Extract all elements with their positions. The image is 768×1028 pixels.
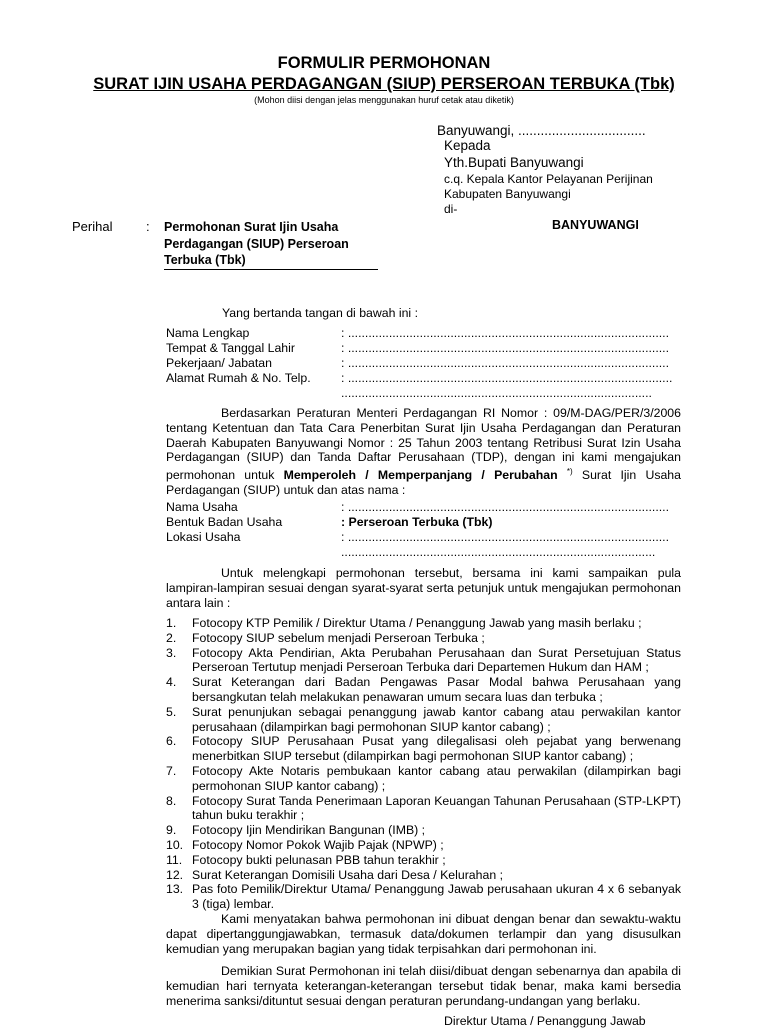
- list-item: [166, 823, 681, 838]
- perihal-line-1: Permohonan Surat Ijin Usaha: [164, 220, 339, 234]
- list-item-number: 7.: [166, 763, 177, 778]
- recipient-bupati: Yth.Bupati Banyuwangi: [444, 155, 584, 170]
- basis-options: Memperoleh / Memperpanjang / Perubahan: [283, 468, 558, 483]
- field-label-business-name: Nama Usaha: [166, 500, 238, 514]
- list-item: [166, 882, 681, 912]
- basis-text-2: Surat Ijin Usaha Perdagangan (SIUP) untuk dan atas nama :: [166, 468, 681, 498]
- field-value-address-2[interactable]: ...........................................................................................: [341, 386, 652, 400]
- basis-footnote-mark: *): [566, 467, 573, 477]
- perihal-underline: [164, 269, 378, 270]
- place-date-line: Banyuwangi, ..................................: [437, 123, 646, 138]
- list-item-text: Fotocopy Ijin Mendirikan Bangunan (IMB) ;: [192, 823, 426, 838]
- perihal-colon: :: [146, 219, 150, 234]
- list-item-text: Fotocopy Nomor Pokok Wajib Pajak (NPWP) ;: [192, 837, 444, 852]
- list-item-number: 9.: [166, 823, 177, 838]
- list-item-text: Fotocopy KTP Pemilik / Direktur Utama / Penanggung Jawab yang masih berlaku ;: [192, 616, 642, 630]
- basis-text-1: Berdasarkan Peraturan Menteri Perdagangan RI Nomor : 09/M-DAG/PER/3/2006 tentang Ketentuan dan Tata Cara Penerbitan Surat Ijin Usaha Perdagangan dan Peraturan Daerah Kabupaten Banyuwangi Nomor : 25 Tahun 2003 tentang Retribusi Surat Izin Usaha Perdagangan (SIUP) dan Tanda Daftar Perusahaan (TDP), dengan ini kami mengajukan permohonan untuk: [166, 406, 681, 483]
- field-value-business-location[interactable]: : ..............................................................................................: [341, 530, 669, 544]
- list-item-text: Fotocopy SIUP sebelum menjadi Perseroan Terbuka ;: [192, 630, 485, 645]
- list-item-text: Surat Keterangan Domisili Usaha dari Desa / Kelurahan ;: [192, 867, 504, 882]
- field-label-job: Pekerjaan/ Jabatan: [166, 356, 272, 370]
- list-item-text: Fotocopy Surat Tanda Penerimaan Laporan Keuangan Tahunan Perusahaan (STP-LKPT) tahun buku terakhir ;: [192, 793, 681, 823]
- list-item-number: 1.: [166, 616, 177, 630]
- field-value-business-name[interactable]: : ..............................................................................................: [341, 500, 669, 514]
- list-item-text: Fotocopy SIUP Perusahaan Pusat yang dilegalisasi oleh pejabat yang berwenang menerbitkan SIUP tersebut (dilampirkan bagi permohonan SIUP kantor cabang) ;: [192, 734, 681, 764]
- list-item: [166, 646, 681, 676]
- list-item-text: Fotocopy Akta Pendirian, Akta Perubahan Perusahaan dan Surat Persetujuan Status Perseroan Tertutup menjadi Perseroan Terbuka dari Departemen Hukum dan HAM ;: [192, 645, 681, 675]
- list-item: [166, 868, 681, 883]
- form-subject-title: SURAT IJIN USAHA PERDAGANGAN (SIUP) PERSEROAN TERBUKA (Tbk): [93, 75, 675, 93]
- list-item: [166, 616, 681, 631]
- list-item: [166, 631, 681, 646]
- list-item-text: Fotocopy Akte Notaris pembukaan kantor cabang atau perwakilan (dilampirkan bagi permohonan SIUP kantor cabang) ;: [192, 763, 681, 793]
- list-item-number: 2.: [166, 630, 177, 645]
- list-item-number: 3.: [166, 645, 177, 660]
- recipient-kabupaten: Kabupaten Banyuwangi: [444, 187, 571, 201]
- list-item-text: Surat penunjukan sebagai penanggung jawab kantor cabang atau perwakilan kantor perusahaan (dilampirkan bagi permohonan SIUP kantor cabang) ;: [192, 704, 681, 734]
- list-item-number: 4.: [166, 675, 177, 690]
- list-item-text: Fotocopy bukti pelunasan PBB tahun terakhir ;: [192, 852, 446, 867]
- signature-title: Direktur Utama / Penanggung Jawab: [444, 1014, 646, 1028]
- field-label-business-form: Bentuk Badan Usaha: [166, 515, 283, 529]
- list-item: [166, 853, 681, 868]
- field-label-business-location: Lokasi Usaha: [166, 530, 241, 544]
- list-item-number: 6.: [166, 734, 177, 749]
- list-item-number: 13.: [166, 882, 184, 897]
- field-label-name: Nama Lengkap: [166, 326, 250, 340]
- field-value-job[interactable]: : ..............................................................................................: [341, 356, 669, 370]
- list-item-text: Pas foto Pemilik/Direktur Utama/ Penanggung Jawab perusahaan ukuran 4 x 6 sebanyak 3 (tiga) lembar.: [192, 882, 681, 912]
- list-item: [166, 705, 681, 735]
- list-item: [166, 764, 681, 794]
- perihal-line-2: Perdagangan (SIUP) Perseroan: [164, 236, 349, 251]
- list-item-number: 11.: [166, 852, 183, 867]
- list-item-number: 10.: [166, 837, 184, 852]
- field-value-name[interactable]: : ..............................................................................................: [341, 326, 669, 340]
- list-item: [166, 734, 681, 764]
- field-value-business-form: : Perseroan Terbuka (Tbk): [341, 515, 493, 529]
- statement-paragraph: Kami menyatakan bahwa permohonan ini dibuat dengan benar dan sewaktu-waktu dapat dipertanggungjawabkan, termasuk data/dokumen terlampir dan yang disusulkan kemudian yang merupakan bagian yang tidak terpisahkan dari permohonan ini.: [166, 912, 681, 956]
- field-label-birth: Tempat & Tanggal Lahir: [166, 341, 295, 355]
- basis-paragraph: [166, 406, 681, 498]
- field-value-business-location-2[interactable]: ............................................................................................: [341, 545, 656, 559]
- intro-text: Yang bertanda tangan di bawah ini :: [222, 306, 418, 320]
- perihal-subject: [164, 219, 349, 269]
- form-title: FORMULIR PERMOHONAN: [277, 54, 491, 72]
- list-item-text: Surat Keterangan dari Badan Pengawas Pasar Modal bahwa Perusahaan yang bersangkutan telah melakukan penawaran umum secara luas dan terbuka ;: [192, 675, 681, 704]
- perihal-label: Perihal: [72, 219, 113, 234]
- recipient-di: di-: [444, 202, 458, 216]
- requirements-list: [166, 616, 681, 912]
- perihal-line-3: Terbuka (Tbk): [164, 253, 246, 267]
- recipient-kepada: Kepada: [444, 138, 491, 153]
- list-item: [166, 794, 681, 824]
- list-item: [166, 675, 681, 705]
- closing-paragraph: Demikian Surat Permohonan ini telah diisi/dibuat dengan sebenarnya dan apabila di kemudian hari ternyata keterangan-keterangan tersebut tidak benar, maka kami bersedia menerima sanksi/dituntut sesuai dengan peraturan perundang-undangan yang berlaku.: [166, 964, 681, 1008]
- field-value-birth[interactable]: : ..............................................................................................: [341, 341, 669, 355]
- attachments-intro: Untuk melengkapi permohonan tersebut, bersama ini kami sampaikan pula lampiran-lampiran sesuai dengan syarat-syarat serta petunjuk untuk mengajukan permohonan antara lain :: [166, 566, 681, 610]
- recipient-city: BANYUWANGI: [552, 218, 639, 232]
- list-item-number: 12.: [166, 867, 184, 882]
- list-item-number: 5.: [166, 704, 177, 719]
- field-value-address[interactable]: : ...............................................................................................: [341, 371, 673, 385]
- list-item-number: 8.: [166, 793, 177, 808]
- list-item: [166, 838, 681, 853]
- recipient-cq: c.q. Kepala Kantor Pelayanan Perijinan: [444, 172, 653, 186]
- form-instruction: (Mohon diisi dengan jelas menggunakan huruf cetak atau diketik): [254, 95, 514, 105]
- field-label-address: Alamat Rumah & No. Telp.: [166, 371, 311, 385]
